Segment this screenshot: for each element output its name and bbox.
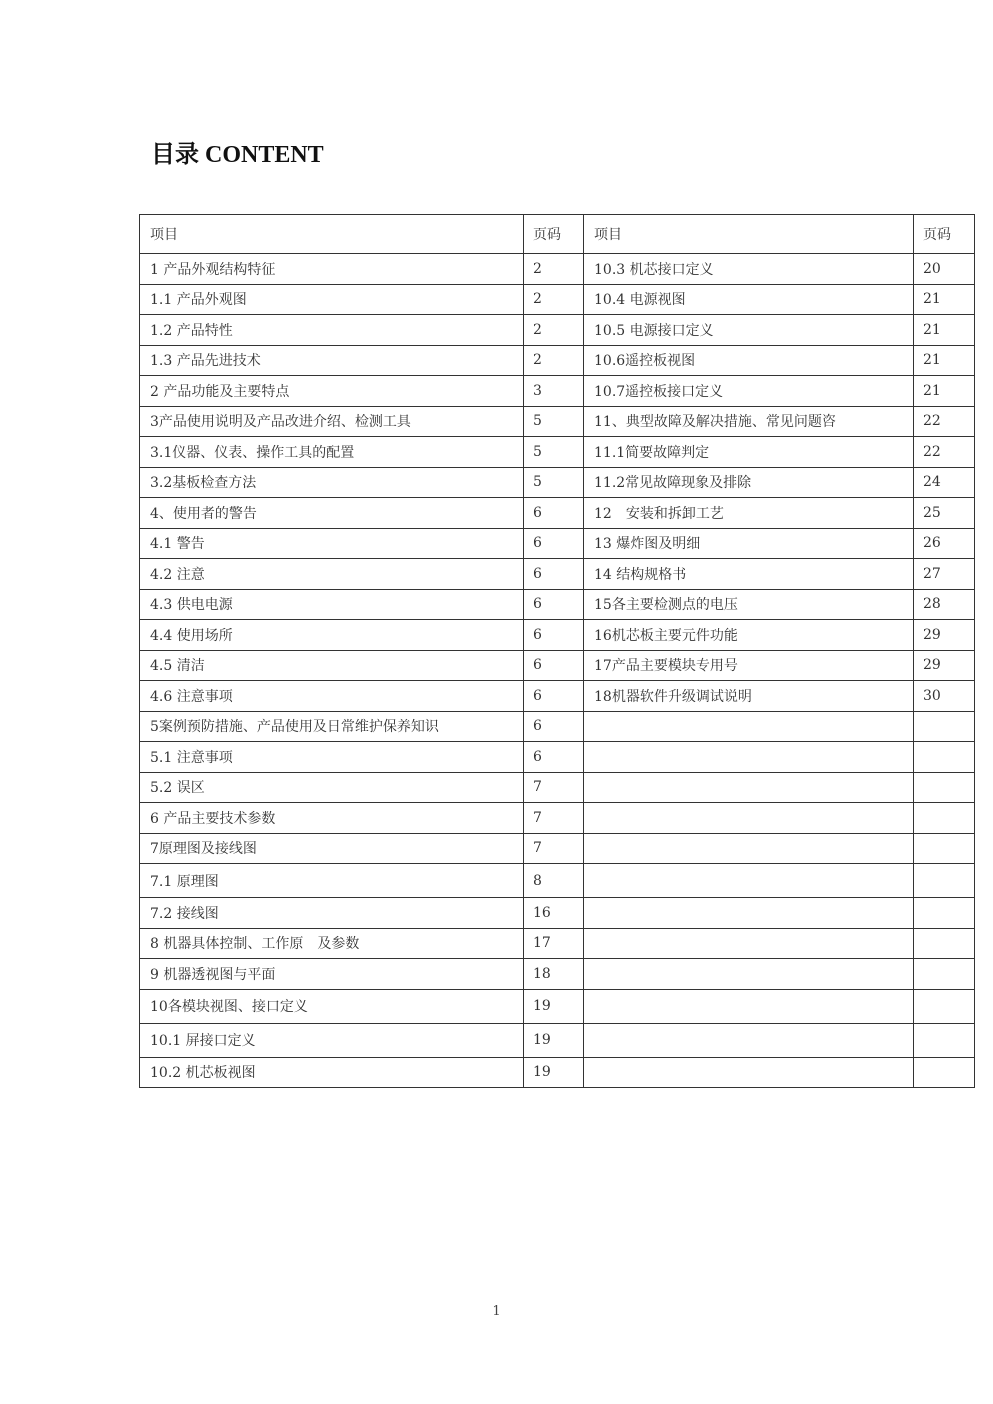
- toc-item-left: 10.1 屏接口定义: [140, 1023, 524, 1057]
- toc-page-right: 29: [914, 650, 975, 681]
- toc-item-right: [584, 1023, 914, 1057]
- toc-page-left: 7: [524, 772, 584, 803]
- toc-page-right: [914, 803, 975, 834]
- toc-item-left: 9 机器透视图与平面: [140, 959, 524, 990]
- toc-item-left: 5案例预防措施、产品使用及日常维护保养知识: [140, 711, 524, 742]
- toc-page-left: 3: [524, 376, 584, 407]
- table-row: [140, 254, 975, 285]
- toc-item-right: [584, 864, 914, 898]
- page-title: 目录 CONTENT: [151, 142, 324, 168]
- toc-item-left: 7.2 接线图: [140, 898, 524, 929]
- table-row: [140, 864, 975, 898]
- toc-item-right: 14 结构规格书: [584, 559, 914, 590]
- toc-item-right: 13 爆炸图及明细: [584, 528, 914, 559]
- toc-item-right: [584, 959, 914, 990]
- toc-item-right: 18机器软件升级调试说明: [584, 681, 914, 712]
- table-row: [140, 1057, 975, 1088]
- table-row: [140, 898, 975, 929]
- toc-page-right: 20: [914, 254, 975, 285]
- toc-page-right: 21: [914, 284, 975, 315]
- toc-page-left: 7: [524, 803, 584, 834]
- toc-item-left: 4、使用者的警告: [140, 498, 524, 529]
- toc-page-right: 27: [914, 559, 975, 590]
- toc-page-right: 29: [914, 620, 975, 651]
- toc-page-left: 19: [524, 1023, 584, 1057]
- toc-item-right: 12 安装和拆卸工艺: [584, 498, 914, 529]
- toc-page-right: [914, 711, 975, 742]
- toc-page-right: 24: [914, 467, 975, 498]
- toc-page-left: 8: [524, 864, 584, 898]
- toc-item-right: 10.7遥控板接口定义: [584, 376, 914, 407]
- toc-page-left: 19: [524, 989, 584, 1023]
- table-row: [140, 498, 975, 529]
- toc-item-left: 4.4 使用场所: [140, 620, 524, 651]
- toc-page-left: 6: [524, 742, 584, 773]
- toc-item-right: [584, 772, 914, 803]
- table-row: [140, 406, 975, 437]
- toc-page-left: 6: [524, 528, 584, 559]
- table-row: [140, 711, 975, 742]
- toc-page-left: 6: [524, 681, 584, 712]
- toc-item-right: 10.5 电源接口定义: [584, 315, 914, 346]
- table-row: [140, 620, 975, 651]
- toc-page-left: 5: [524, 406, 584, 437]
- toc-item-right: 10.6遥控板视图: [584, 345, 914, 376]
- toc-page-right: [914, 864, 975, 898]
- toc-item-right: 11.1简要故障判定: [584, 437, 914, 468]
- toc-item-right: [584, 898, 914, 929]
- toc-item-left: 6 产品主要技术参数: [140, 803, 524, 834]
- toc-page-right: 21: [914, 315, 975, 346]
- toc-page-left: 6: [524, 559, 584, 590]
- toc-item-left: 10.2 机芯板视图: [140, 1057, 524, 1088]
- toc-page-left: 6: [524, 498, 584, 529]
- toc-item-right: [584, 833, 914, 864]
- toc-item-left: 10各模块视图、接口定义: [140, 989, 524, 1023]
- page-number: 1: [492, 1304, 501, 1319]
- toc-item-right: 16机芯板主要元件功能: [584, 620, 914, 651]
- toc-page-right: 22: [914, 406, 975, 437]
- table-row: [140, 1023, 975, 1057]
- toc-page-left: 5: [524, 437, 584, 468]
- toc-item-left: 1 产品外观结构特征: [140, 254, 524, 285]
- toc-item-left: 4.3 供电电源: [140, 589, 524, 620]
- toc-item-right: 10.3 机芯接口定义: [584, 254, 914, 285]
- table-row: [140, 467, 975, 498]
- toc-page-left: 18: [524, 959, 584, 990]
- toc-item-right: 11.2常见故障现象及排除: [584, 467, 914, 498]
- toc-item-right: [584, 742, 914, 773]
- toc-item-right: 10.4 电源视图: [584, 284, 914, 315]
- toc-item-left: 5.1 注意事项: [140, 742, 524, 773]
- header-page: 页码: [524, 215, 584, 254]
- toc-item-right: [584, 803, 914, 834]
- toc-item-left: 4.1 警告: [140, 528, 524, 559]
- table-row: [140, 345, 975, 376]
- toc-item-right: 11、典型故障及解决措施、常见问题咨: [584, 406, 914, 437]
- toc-page-right: 21: [914, 376, 975, 407]
- toc-item-left: 3.1仪器、仪表、操作工具的配置: [140, 437, 524, 468]
- toc-item-left: 3产品使用说明及产品改进介绍、检测工具: [140, 406, 524, 437]
- toc-item-right: [584, 928, 914, 959]
- table-row: [140, 833, 975, 864]
- toc-item-left: 7原理图及接线图: [140, 833, 524, 864]
- toc-page-right: [914, 959, 975, 990]
- toc-page-right: [914, 1023, 975, 1057]
- toc-item-left: 5.2 误区: [140, 772, 524, 803]
- table-row: [140, 959, 975, 990]
- toc-page-left: 2: [524, 345, 584, 376]
- table-row: [140, 437, 975, 468]
- toc-item-right: [584, 1057, 914, 1088]
- toc-item-left: 7.1 原理图: [140, 864, 524, 898]
- toc-page-right: 25: [914, 498, 975, 529]
- toc-table: [139, 214, 975, 1088]
- toc-page-left: 16: [524, 898, 584, 929]
- toc-page-left: 2: [524, 284, 584, 315]
- toc-item-left: 2 产品功能及主要特点: [140, 376, 524, 407]
- toc-page-left: 6: [524, 650, 584, 681]
- toc-item-left: 4.6 注意事项: [140, 681, 524, 712]
- toc-page-right: [914, 742, 975, 773]
- table-row: [140, 376, 975, 407]
- toc-item-left: 4.5 清洁: [140, 650, 524, 681]
- toc-page-right: [914, 928, 975, 959]
- toc-page-left: 2: [524, 315, 584, 346]
- header-item-right: 项目: [584, 215, 914, 254]
- toc-page-right: 28: [914, 589, 975, 620]
- toc-page-right: [914, 989, 975, 1023]
- table-row: [140, 528, 975, 559]
- toc-page-left: 17: [524, 928, 584, 959]
- header-page-right: 页码: [914, 215, 975, 254]
- toc-page-left: 19: [524, 1057, 584, 1088]
- table-row: [140, 681, 975, 712]
- toc-item-left: 8 机器具体控制、工作原 及参数: [140, 928, 524, 959]
- toc-item-right: 15各主要检测点的电压: [584, 589, 914, 620]
- table-header-row: [140, 215, 975, 254]
- toc-page-left: 6: [524, 589, 584, 620]
- toc-item-left: 1.2 产品特性: [140, 315, 524, 346]
- toc-page-left: 5: [524, 467, 584, 498]
- toc-item-right: 17产品主要模块专用号: [584, 650, 914, 681]
- toc-page-right: [914, 833, 975, 864]
- toc-item-left: 3.2基板检查方法: [140, 467, 524, 498]
- toc-item-right: [584, 711, 914, 742]
- table-row: [140, 742, 975, 773]
- table-row: [140, 772, 975, 803]
- toc-page-right: [914, 1057, 975, 1088]
- toc-page-left: 6: [524, 620, 584, 651]
- table-row: [140, 315, 975, 346]
- toc-page-left: 7: [524, 833, 584, 864]
- header-item: 项目: [140, 215, 524, 254]
- table-row: [140, 803, 975, 834]
- table-row: [140, 928, 975, 959]
- toc-item-right: [584, 989, 914, 1023]
- table-row: [140, 650, 975, 681]
- toc-page-right: [914, 898, 975, 929]
- table-row: [140, 559, 975, 590]
- toc-page-right: 21: [914, 345, 975, 376]
- toc-page-right: 26: [914, 528, 975, 559]
- toc-page-left: 6: [524, 711, 584, 742]
- toc-item-left: 1.1 产品外观图: [140, 284, 524, 315]
- table-row: [140, 989, 975, 1023]
- table-row: [140, 589, 975, 620]
- toc-page-right: 22: [914, 437, 975, 468]
- toc-page-left: 2: [524, 254, 584, 285]
- toc-page-right: [914, 772, 975, 803]
- toc-item-left: 1.3 产品先进技术: [140, 345, 524, 376]
- toc-item-left: 4.2 注意: [140, 559, 524, 590]
- table-row: [140, 284, 975, 315]
- toc-page-right: 30: [914, 681, 975, 712]
